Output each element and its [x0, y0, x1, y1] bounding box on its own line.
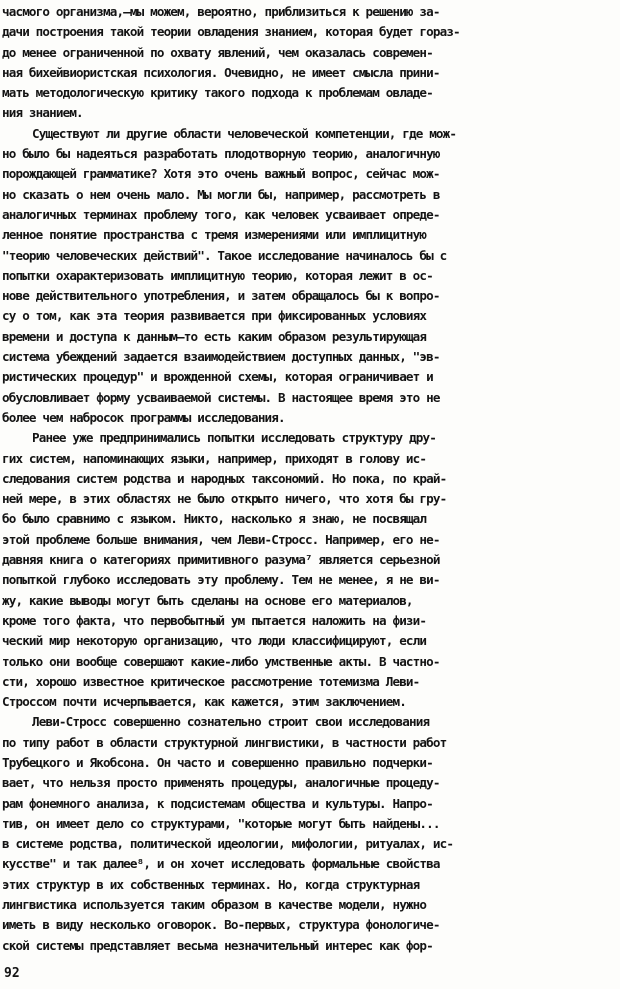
text-line: давняя книга о категориях примитивного разума⁷ является серьезной — [2, 552, 440, 568]
text-line: кроме того факта, что первобытный ум пытается наложить на физи- — [2, 612, 427, 628]
body-text — [2, 2, 600, 956]
text-line: ней мере, в этих областях не было открыто ничего, что хотя бы гру- — [2, 491, 447, 507]
text-line: мать методологическую критику такого подхода к проблемам овладе- — [2, 85, 433, 101]
text-line: лингвистика используется таким образом в качестве модели, нужно — [2, 897, 427, 913]
text-line: более чем набросок программы исследования. — [2, 409, 285, 425]
text-line: следования систем родства и народных таксономий. Но пока, по край- — [2, 470, 447, 486]
text-line: этих структур в их собственных терминах. Но, когда структурная — [2, 876, 420, 892]
text-line: аналогичных терминах проблему того, как человек усваивает опреде- — [2, 206, 440, 222]
text-line: "теорию человеческих действий". Такое исследование начиналось бы с — [2, 247, 447, 263]
text-line: кусстве" и так далее⁸, и он хочет исследовать формальные свойства — [2, 856, 440, 872]
text-line: гих систем, напоминающих языки, например, приходят в голову ис- — [2, 450, 427, 466]
text-line: нове действительного употребления, и затем обращалось бы к вопро- — [2, 288, 440, 304]
text-line: по типу работ в области структурной лингвистики, в частности работ — [2, 734, 447, 750]
text-line: ная бихейвиористская психология. Очевидно, не имеет смысла прини- — [2, 64, 440, 80]
text-line: Существуют ли другие области человеческой компетенции, где мож- — [32, 125, 457, 141]
text-line: в системе родства, политической идеологии, мифологии, ритуалах, ис- — [2, 836, 454, 852]
text-line: ленное понятие пространства с тремя измерениями или имплицитную — [2, 227, 427, 243]
text-line: вает, что нельзя просто применять процедуры, аналогичные процеду- — [2, 775, 440, 791]
text-line: Строссом почти исчерпывается, как кажется, этим заключением. — [2, 694, 406, 710]
text-line: система убеждений задается взаимодействием доступных данных, "эв- — [2, 349, 440, 365]
text-line: только они вообще совершают какие-либо умственные акты. В частно- — [2, 653, 440, 669]
text-line: попыткой глубоко исследовать эту проблему. Тем не менее, я не ви- — [2, 572, 440, 588]
text-line: попытки охарактеризовать имплицитную теорию, которая лежит в ос- — [2, 267, 433, 283]
text-line: ской системы представляет весьма незначительный интерес как фор- — [2, 937, 433, 953]
text-line: сти, хорошо известное критическое рассмотрение тотемизма Леви- — [2, 673, 420, 689]
text-line: порождающей грамматике? Хотя это очень важный вопрос, сейчас мож- — [2, 166, 440, 182]
text-line: дачи построения такой теории овладения знанием, которая будет гораз- — [2, 24, 460, 40]
text-line: су о том, как эта теория развивается при фиксированных условиях — [2, 308, 427, 324]
text-line: ческий мир некоторую организацию, что люди классифицируют, если — [2, 633, 427, 649]
text-line: но было бы надеяться разработать плодотворную теорию, аналогичную — [2, 146, 440, 162]
text-line: Трубецкого и Якобсона. Он часто и совершенно правильно подчерки- — [2, 754, 433, 770]
text-line: ристических процедур" и врожденной схемы, которая ограничивает и — [2, 369, 433, 385]
text-line: тив, он имеет дело со структурами, "которые могут быть найдены... — [2, 815, 440, 831]
text-line: бо было сравнимо с языком. Никто, насколько я знаю, не посвящал — [2, 511, 427, 527]
text-line: этой проблеме больше внимания, чем Леви-Стросс. Например, его не- — [2, 531, 440, 547]
text-line: Ранее уже предпринимались попытки исследовать структуру дру- — [32, 430, 436, 446]
text-line: иметь в виду несколько оговорок. Во-первых, структура фонологиче- — [2, 917, 440, 933]
text-line: обусловливает форму усваиваемой системы. В настоящее время это не — [2, 389, 440, 405]
text-line: Леви-Стросс совершенно сознательно строит свои исследования — [32, 714, 430, 730]
text-line: жу, какие выводы могут быть сделаны на основе его материалов, — [2, 592, 413, 608]
text-line: но сказать о нем очень мало. Мы могли бы, например, рассмотреть в — [2, 186, 440, 202]
text-line: ния знанием. — [2, 105, 83, 121]
text-line: времени и доступа к данным—то есть каким образом результирующая — [2, 328, 427, 344]
text-line: часмого организма,—мы можем, вероятно, приблизиться к решению за- — [2, 4, 440, 19]
text-line: рам фонемного анализа, к подсистемам общества и культуры. Напро- — [2, 795, 433, 811]
page-number: 92 — [4, 966, 20, 981]
text-line: до менее ограниченной по охвату явлений, чем оказалась современ- — [2, 44, 433, 60]
